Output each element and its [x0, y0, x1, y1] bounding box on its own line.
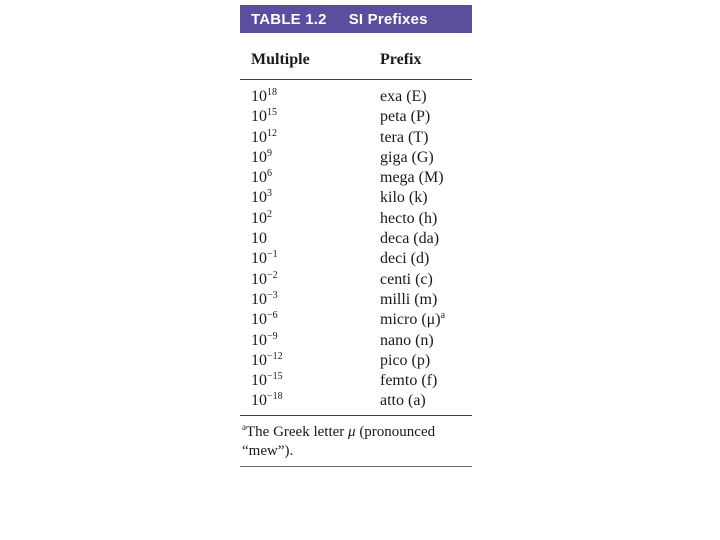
prefix-cell: [380, 188, 428, 208]
prefix-name: exa (E): [380, 88, 427, 105]
multiple-base: 10: [251, 270, 267, 288]
multiple-base: 10: [251, 331, 267, 349]
prefix-cell: [380, 310, 445, 330]
prefix-cell: [380, 249, 429, 269]
prefix-cell: [380, 391, 426, 411]
table-row: [240, 310, 472, 330]
si-prefixes-table: [240, 5, 472, 468]
prefix-name: femto (f): [380, 372, 438, 390]
prefix-name: nano (n): [380, 331, 434, 349]
multiple-cell: [251, 209, 272, 229]
multiple-cell: [251, 168, 272, 188]
multiple-exponent: 6: [267, 168, 272, 180]
multiple-base: 10: [251, 372, 267, 390]
footnote-symbol: μ: [348, 424, 356, 440]
prefix-name: pico (p): [380, 351, 431, 369]
prefix-cell: [380, 148, 434, 168]
multiple-base: 10: [251, 148, 267, 166]
multiple-base: 10: [251, 88, 267, 105]
multiple-exponent: −18: [267, 391, 283, 403]
multiple-cell: [251, 249, 278, 269]
table-footnote: [242, 423, 470, 461]
table-title-bar: [240, 5, 472, 33]
table-row: [240, 87, 472, 107]
table-body: [240, 80, 472, 412]
footnote-reference: a: [440, 310, 446, 322]
multiple-exponent: −6: [267, 310, 278, 322]
table-row: [240, 128, 472, 148]
multiple-base: 10: [251, 169, 267, 187]
multiple-base: 10: [251, 189, 267, 207]
footnote-divider: [240, 415, 472, 416]
multiple-cell: [251, 87, 277, 107]
table-number: TABLE 1.2: [251, 10, 327, 28]
multiple-base: 10: [251, 311, 267, 329]
table-bottom-rule: [240, 466, 472, 467]
multiple-exponent: 15: [267, 107, 277, 119]
multiple-exponent: −2: [267, 269, 278, 281]
multiple-cell: [251, 331, 278, 351]
table-title: SI Prefixes: [348, 10, 428, 28]
multiple-cell: [251, 391, 283, 411]
multiple-cell: [251, 310, 278, 330]
prefix-name: kilo (k): [380, 189, 428, 207]
multiple-exponent: 18: [267, 87, 277, 98]
multiple-base: 10: [251, 209, 267, 227]
multiple-base: 10: [251, 250, 267, 268]
table-row: [240, 391, 472, 411]
table-row: [240, 290, 472, 310]
multiple-base: 10: [251, 230, 267, 248]
multiple-cell: [251, 371, 283, 391]
table-row: [240, 229, 472, 249]
table-row: [240, 107, 472, 127]
multiple-exponent: 3: [267, 188, 272, 200]
prefix-cell: [380, 209, 437, 229]
prefix-name: tera (T): [380, 128, 429, 146]
prefix-cell: [380, 87, 427, 107]
prefix-cell: [380, 229, 439, 249]
prefix-cell: [380, 331, 434, 351]
prefix-name: giga (G): [380, 148, 434, 166]
prefix-name: deca (da): [380, 230, 440, 248]
prefix-name: peta (P): [380, 108, 431, 126]
multiple-base: 10: [251, 108, 267, 126]
prefix-cell: [380, 371, 437, 391]
prefix-name: milli (m): [380, 290, 438, 308]
table-row: [240, 351, 472, 371]
multiple-exponent: −9: [267, 330, 278, 342]
column-header-prefix: Prefix: [380, 51, 422, 68]
multiple-base: 10: [251, 290, 267, 308]
table-row: [240, 270, 472, 290]
prefix-name: atto (a): [380, 392, 426, 410]
prefix-name: deci (d): [380, 250, 430, 268]
table-row: [240, 209, 472, 229]
prefix-cell: [380, 270, 433, 290]
table-row: [240, 249, 472, 269]
multiple-exponent: −12: [267, 350, 283, 362]
prefix-cell: [380, 128, 428, 148]
column-header-multiple: Multiple: [251, 51, 310, 68]
table-header-row: [240, 33, 472, 80]
table-row: [240, 331, 472, 351]
prefix-cell: [380, 168, 444, 188]
multiple-cell: [251, 270, 278, 290]
multiple-exponent: −15: [267, 371, 283, 383]
multiple-base: 10: [251, 392, 267, 410]
multiple-cell: [251, 128, 277, 148]
multiple-base: 10: [251, 128, 267, 146]
multiple-exponent: −3: [267, 289, 278, 301]
multiple-cell: [251, 188, 272, 208]
multiple-cell: [251, 107, 277, 127]
multiple-cell: [251, 351, 283, 371]
prefix-name: mega (M): [380, 169, 444, 187]
multiple-exponent: 12: [267, 127, 277, 139]
prefix-name: hecto (h): [380, 209, 438, 227]
table-row: [240, 371, 472, 391]
multiple-base: 10: [251, 351, 267, 369]
footnote-text-before: The Greek letter: [246, 424, 349, 440]
prefix-name: micro (μ): [380, 311, 441, 329]
multiple-exponent: 2: [267, 208, 272, 220]
prefix-cell: [380, 290, 437, 310]
footnote-mark: a: [242, 422, 246, 432]
multiple-cell: [251, 229, 267, 249]
table-row: [240, 188, 472, 208]
multiple-cell: [251, 290, 278, 310]
prefix-name: centi (c): [380, 270, 433, 288]
table-row: [240, 168, 472, 188]
multiple-exponent: −1: [267, 249, 278, 261]
multiple-cell: [251, 148, 272, 168]
prefix-cell: [380, 351, 430, 371]
prefix-cell: [380, 107, 430, 127]
table-row: [240, 148, 472, 168]
footnote-text-after: (pronounced “mew”).: [242, 424, 436, 459]
multiple-exponent: 9: [267, 147, 272, 159]
